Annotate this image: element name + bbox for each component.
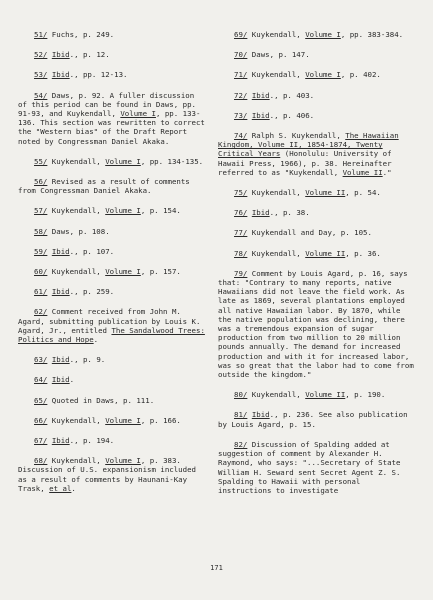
footnote-number: 71/ — [234, 70, 248, 80]
footnote-number: 55/ — [34, 156, 48, 166]
footnote-text: , p. 154. — [140, 206, 181, 216]
footnote-text: Kuykendall, — [247, 248, 306, 258]
footnote — [218, 91, 418, 100]
footnote-text: Comment received from John M. Agard, submitting publication by Louis K. Agard, Jr., entitled — [18, 307, 201, 335]
underlined-text: Volume I — [305, 70, 341, 80]
footnote-text: Comment by Louis Agard, p. 16, says that: "Contrary to many reports, native Hawaiians did not leave the field work. As late as 1869, several plantations employed all native Hawaiian labor. By 1870, while the native population was declining, there was a tremendous expansion of sugar production from two million to 20 million pounds annually. The demand for increased production and with it for increased labor, was so great that the labor had to come from outside the kingdom." — [218, 268, 414, 380]
footnote-number: 80/ — [234, 390, 248, 400]
underlined-text: Ibid — [51, 246, 70, 256]
footnote — [18, 247, 205, 256]
footnote — [218, 131, 418, 177]
footnote-text: . — [71, 483, 76, 493]
footnote — [218, 269, 418, 379]
footnote — [218, 111, 418, 120]
footnote-text: Kuykendall, — [247, 390, 306, 400]
footnote-number: 82/ — [234, 439, 248, 449]
underlined-text: Volume I — [105, 415, 141, 425]
footnote-text: , pp. 383-384. — [340, 30, 404, 39]
underlined-text: Ibid — [251, 410, 270, 420]
footnote — [218, 208, 418, 217]
footnote — [18, 157, 205, 166]
footnote-number: 65/ — [34, 395, 48, 405]
footnote — [218, 440, 418, 495]
footnote-number: 76/ — [234, 208, 248, 218]
footnote-text: Ralph S. Kuykendall, — [247, 131, 346, 141]
footnote-number: 77/ — [234, 228, 248, 238]
footnote-number: 75/ — [234, 188, 248, 198]
footnote-number: 60/ — [34, 267, 48, 277]
footnote — [18, 287, 205, 296]
footnote-number: 62/ — [34, 307, 48, 317]
left-column — [18, 30, 205, 504]
footnote-number: 61/ — [34, 287, 48, 297]
footnote — [18, 416, 205, 425]
footnote-text: . — [93, 335, 99, 345]
footnote-text: Kuykendall, — [47, 415, 106, 425]
underlined-text: The Sandalwood Trees: Politics and Hope — [18, 325, 205, 345]
footnote — [218, 30, 418, 39]
underlined-text: Volume I — [105, 456, 141, 466]
underlined-text: Volume I — [105, 156, 141, 166]
footnote — [18, 436, 205, 445]
footnote-number: 56/ — [34, 177, 48, 187]
underlined-text: Volume I — [105, 267, 141, 277]
footnote-text: Kuykendall and Day, p. 105. — [247, 228, 372, 238]
footnote-text: , p. 54. — [345, 188, 381, 198]
underlined-text: Ibid — [51, 50, 70, 60]
footnote — [18, 375, 205, 384]
footnote-text: Daws, p. 108. — [47, 226, 110, 236]
footnote-text: ., p. 9. — [69, 355, 106, 365]
footnote — [18, 355, 205, 364]
footnote-text: ." — [382, 167, 392, 177]
footnote-text: Quoted in Daws, p. 111. — [47, 395, 155, 405]
footnote-number: 52/ — [34, 50, 48, 60]
footnote-text: ., pp. 12-13. — [69, 70, 128, 80]
footnote-text: , p. 383. Discussion of U.S. expansionism included as a result of comments by Haunani-Kay Trask, — [18, 456, 196, 493]
footnote-text: , p. 402. — [340, 70, 381, 80]
underlined-text: Volume I — [120, 109, 156, 119]
footnote-text: ., p. 406. — [269, 110, 315, 120]
footnote-number: 51/ — [34, 30, 48, 39]
footnote-text: Kuykendall, — [47, 267, 106, 277]
footnote-text: ., p. 194. — [69, 436, 115, 446]
footnote-text: ., p. 38. — [269, 208, 310, 218]
footnote-text: ., p. 12. — [69, 50, 110, 60]
underlined-text: Volume II — [305, 248, 346, 258]
footnote — [18, 396, 205, 405]
footnote — [18, 227, 205, 236]
footnote-text: Daws, p. 147. — [247, 50, 310, 60]
footnote-number: 73/ — [234, 110, 248, 120]
footnote-number: 53/ — [34, 70, 48, 80]
footnote-number: 59/ — [34, 246, 48, 256]
footnote — [218, 50, 418, 59]
footnote-text: ., p. 236. See also publication by Louis Agard, p. 15. — [218, 410, 408, 429]
footnote — [18, 206, 205, 215]
footnote-number: 74/ — [234, 131, 248, 141]
footnote — [218, 70, 418, 79]
footnote — [18, 30, 205, 39]
underlined-text: Volume I — [305, 30, 341, 39]
footnote — [18, 307, 205, 344]
footnote-number: 63/ — [34, 355, 48, 365]
footnote-text: Kuykendall, — [247, 70, 306, 80]
underlined-text: Ibid — [51, 375, 70, 385]
footnote-text: Kuykendall, — [47, 456, 106, 466]
underlined-text: Ibid — [51, 436, 70, 446]
underlined-text: The Hawaiian Kingdom, Volume II, 1854-1874, Twenty Critical Years — [218, 131, 399, 159]
underlined-text: et al — [49, 483, 72, 493]
underlined-text: Ibid — [251, 90, 270, 100]
footnote-text: Kuykendall, — [47, 206, 106, 216]
footnote-text: , p. 36. — [345, 248, 381, 258]
footnote-text: Kuykendall, — [47, 156, 106, 166]
footnote — [18, 91, 205, 146]
footnote-text: Revised as a result of comments from Congressman Daniel Akaka. — [18, 177, 190, 196]
page-number: 171 — [210, 564, 223, 572]
footnote-text: Fuchs, p. 249. — [47, 30, 115, 39]
underlined-text: Ibid — [251, 208, 270, 218]
footnote-number: 70/ — [234, 50, 248, 60]
footnote — [18, 177, 205, 195]
footnote-number: 64/ — [34, 375, 48, 385]
underlined-text: Volume II — [305, 390, 346, 400]
footnote-number: 57/ — [34, 206, 48, 216]
underlined-text: Ibid — [51, 355, 70, 365]
footnote — [218, 228, 418, 237]
footnote — [218, 249, 418, 258]
footnote-text: (Honolulu: University of Hawaii Press, 1966), p. 38. Hereinafter referred to as "Kuykendall, — [218, 149, 392, 177]
footnote — [18, 50, 205, 59]
footnote-text: , p. 166. — [140, 415, 181, 425]
footnote — [18, 267, 205, 276]
footnote-text: , p. 190. — [345, 390, 386, 400]
footnote-text: , p. 157. — [140, 267, 181, 277]
footnote-number: 67/ — [34, 436, 48, 446]
footnote-number: 81/ — [234, 410, 248, 420]
footnote — [218, 188, 418, 197]
footnote-text: , pp. 133-136. This section was rewritten to correct the "Western bias" of the Draft Report noted by Congressman Daniel Akaka. — [18, 109, 205, 146]
footnote — [18, 70, 205, 79]
footnote-number: 58/ — [34, 226, 48, 236]
footnote-text: ., p. 107. — [69, 246, 115, 256]
underlined-text: Ibid — [51, 287, 70, 297]
footnote-text: Kuykendall, — [247, 30, 306, 39]
footnote — [218, 410, 418, 428]
footnote-number: 79/ — [234, 268, 248, 278]
footnote-number: 54/ — [34, 90, 48, 100]
footnote-text: ., p. 403. — [269, 90, 315, 100]
underlined-text: Volume I — [105, 206, 141, 216]
underlined-text: Volume II — [305, 188, 346, 198]
footnote-number: 68/ — [34, 456, 48, 466]
footnote — [218, 390, 418, 399]
footnote-number: 78/ — [234, 248, 248, 258]
underlined-text: Ibid — [251, 110, 270, 120]
footnote-text: Daws, p. 92. A fuller discussion of this period can be found in Daws, pp. 91-93, and Kuykendall, — [18, 90, 196, 119]
right-column — [218, 30, 418, 506]
footnote-number: 69/ — [234, 30, 248, 39]
footnote-text: . — [69, 375, 75, 385]
footnote-text: Discussion of Spalding added at suggestion of comment by Alexander H. Raymond, who says: "...Secretary of State William H. Seward sent Secret Agent Z. S. Spalding to Hawaii with personal instructions to investigate — [218, 439, 401, 495]
footnote-text: , pp. 134-135. — [140, 156, 204, 166]
footnote — [18, 456, 205, 493]
underlined-text: Ibid — [51, 70, 70, 80]
footnote-number: 72/ — [234, 90, 248, 100]
footnote-number: 66/ — [34, 415, 48, 425]
underlined-text: Volume II — [342, 167, 383, 177]
footnote-text: Kuykendall, — [247, 188, 306, 198]
footnote-text: ., p. 259. — [69, 287, 115, 297]
